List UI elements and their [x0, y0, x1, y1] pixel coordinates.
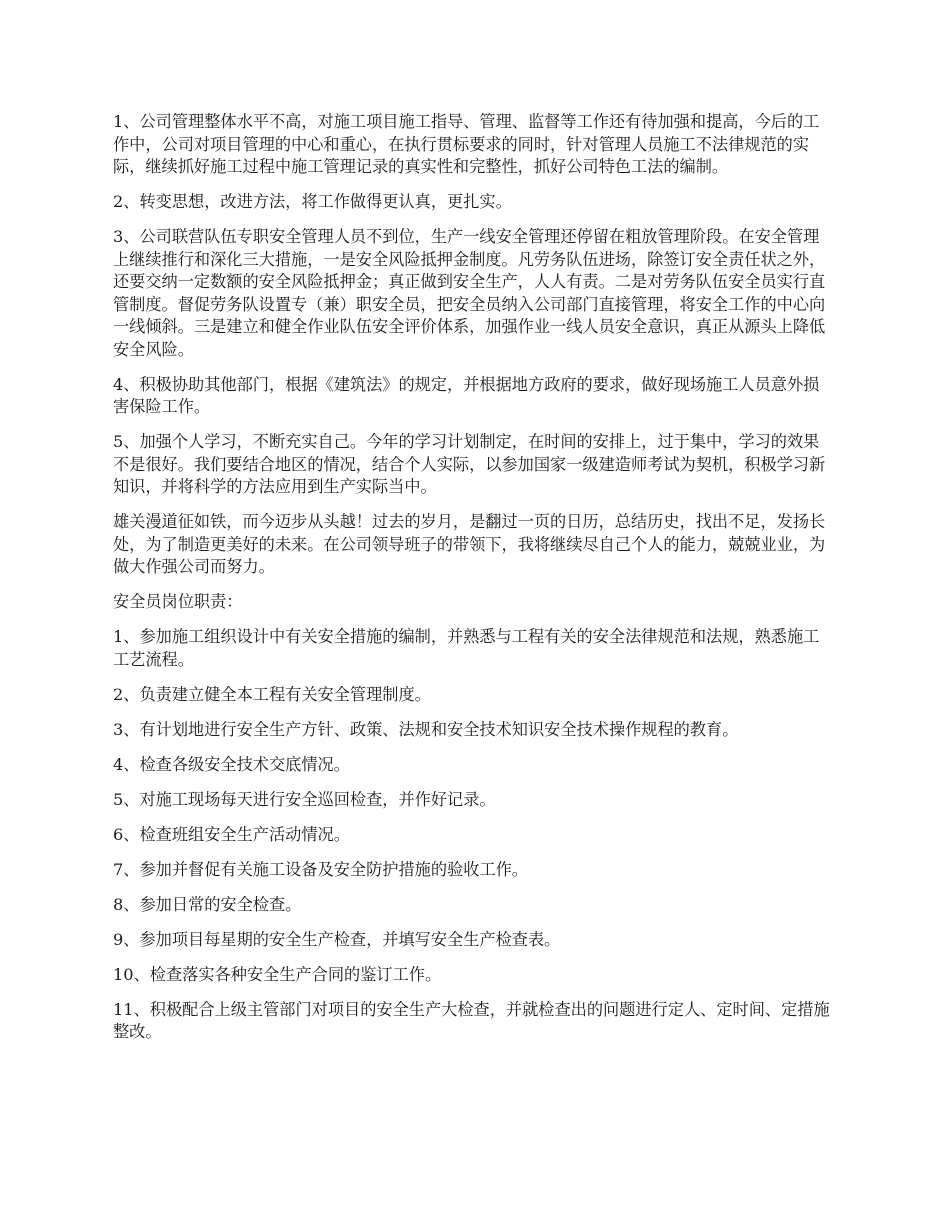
paragraph-5: 5、加强个人学习，不断充实自己。今年的学习计划制定，在时间的安排上，过于集中，学习的效果不是很好。我们要结合地区的情况，结合个人实际，以参加国家一级建造师考试为契机，积极学习新知识，并将科学的方法应用到生产实际当中。: [113, 432, 826, 496]
paragraph-4: 4、积极协助其他部门，根据《建筑法》的规定，并根据地方政府的要求，做好现场施工人员意外损害保险工作。: [113, 374, 820, 416]
duty-item-4: 4、检查各级安全技术交底情况。: [113, 754, 350, 774]
paragraph-2: 2、转变思想，改进方法，将工作做得更认真，更扎实。: [113, 192, 512, 211]
duty-item-7: 7、参加并督促有关施工设备及安全防护措施的验收工作。: [113, 859, 528, 879]
duty-item-8: 8、参加日常的安全检查。: [113, 894, 302, 914]
duty-item-9: 9、参加项目每星期的安全生产检查，并填写安全生产检查表。: [113, 929, 561, 949]
duty-item-10: 10、检查落实各种安全生产合同的鉴订工作。: [113, 964, 442, 984]
duty-item-1: 1、参加施工组织设计中有关安全措施的编制，并熟悉与工程有关的安全法律规范和法规，熟悉施工工艺流程。: [113, 627, 820, 669]
paragraph-1: 1、公司管理整体水平不高，对施工项目施工指导、管理、监督等工作还有待加强和提高，今后的工作中，公司对项目管理的中心和重心，在执行贯标要求的同时，针对管理人员施工不法律规范的实际，继续抓好施工过程中施工管理记录的真实性和完整性，抓好公司特色工法的编制。: [113, 112, 820, 176]
section-heading: 安全员岗位职责：: [113, 592, 243, 611]
duty-item-3: 3、有计划地进行安全生产方针、政策、法规和安全技术知识安全技术操作规程的教育。: [113, 719, 739, 739]
duty-item-6: 6、检查班组安全生产活动情况。: [113, 824, 350, 844]
duty-item-2: 2、负责建立健全本工程有关安全管理制度。: [113, 684, 431, 704]
paragraph-3: 3、公司联营队伍专职安全管理人员不到位，生产一线安全管理还停留在粗放管理阶段。在安全管理上继续推行和深化三大措施，一是安全风险抵押金制度。凡劳务队伍进场，除签订安全责任状之外，还要交纳一定数额的安全风险抵押金；真正做到安全生产，人人有责。二是对劳务队伍安全员实行直管制度。督促劳务队设置专（兼）职安全员，把安全员纳入公司部门直接管理，将安全工作的中心向一线倾斜。三是建立和健全作业队伍安全评价体系，加强作业一线人员安全意识，真正从源头上降低安全风险。: [113, 227, 826, 359]
duty-item-11: 11、积极配合上级主管部门对项目的安全生产大检查，并就检查出的问题进行定人、定时间、定措施整改。: [113, 999, 830, 1041]
document-body: [113, 111, 831, 1056]
closing-paragraph: 雄关漫道征如铁，而今迈步从头越！过去的岁月，是翻过一页的日历，总结历史，找出不足，发扬长处，为了制造更美好的未来。在公司领导班子的带领下，我将继续尽自己个人的能力，兢兢业业，为做大作强公司而努力。: [113, 512, 826, 576]
duty-item-5: 5、对施工现场每天进行安全巡回检查，并作好记录。: [113, 789, 496, 809]
